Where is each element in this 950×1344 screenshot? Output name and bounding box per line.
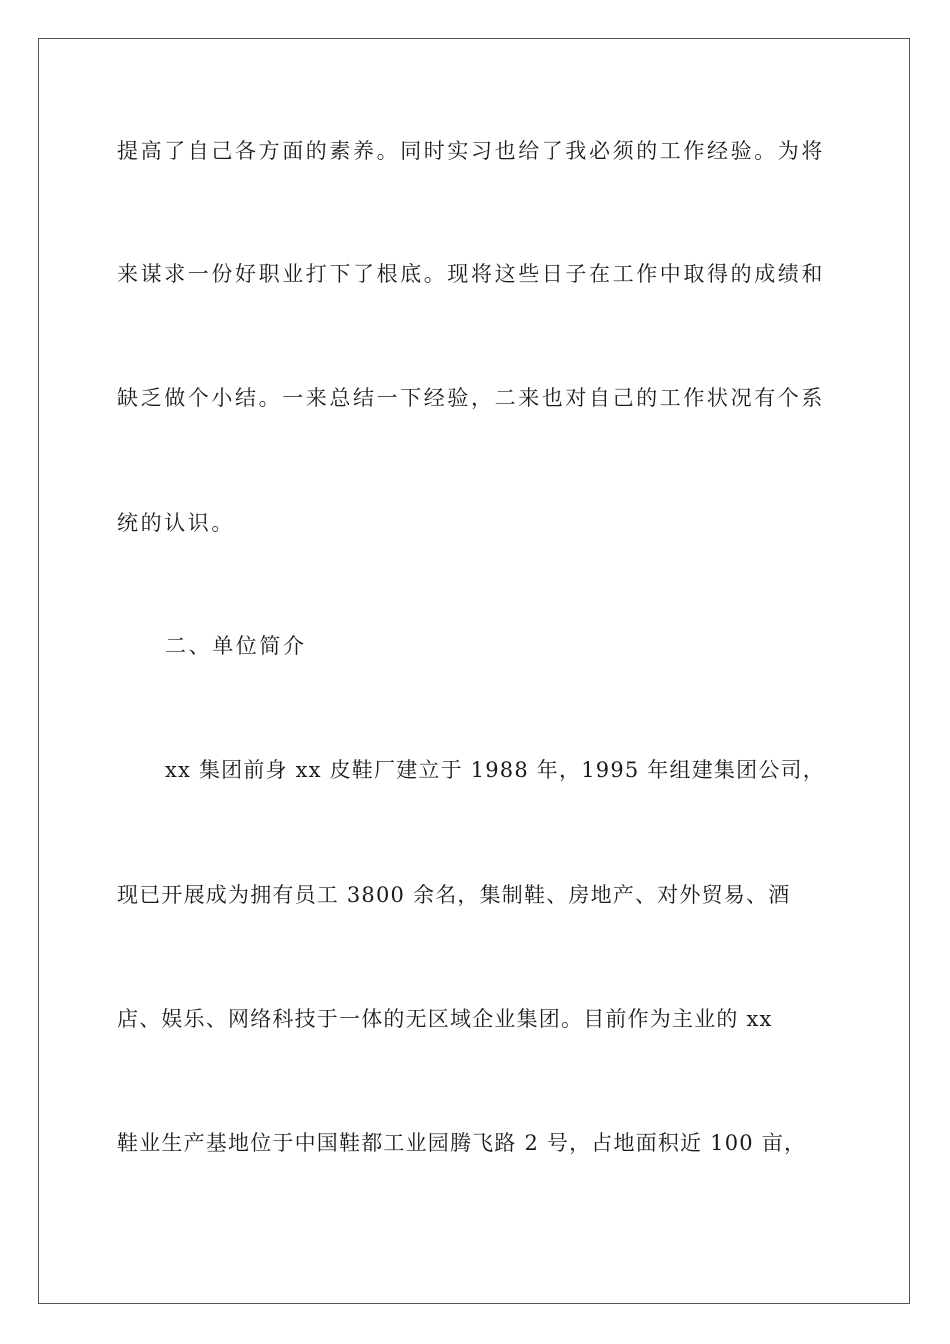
paragraph-line-3: 缺乏做个小结。一来总结一下经验，二来也对自己的工作状况有个系 — [117, 386, 825, 410]
paragraph-line-6: 现已开展成为拥有员工 3800 余名，集制鞋、房地产、对外贸易、酒 — [117, 883, 791, 907]
paragraph-line-2: 来谋求一份好职业打下了根底。现将这些日子在工作中取得的成绩和 — [117, 262, 825, 286]
section-heading: 二、单位简介 — [165, 634, 307, 658]
paragraph-line-1: 提高了自己各方面的素养。同时实习也给了我必须的工作经验。为将 — [117, 139, 825, 163]
page-border — [38, 38, 910, 1304]
paragraph-line-5: xx 集团前身 xx 皮鞋厂建立于 1988 年，1995 年组建集团公司， — [165, 758, 825, 782]
paragraph-line-4: 统的认识。 — [117, 511, 235, 535]
paragraph-line-8: 鞋业生产基地位于中国鞋都工业园腾飞路 2 号，占地面积近 100 亩， — [117, 1131, 807, 1155]
paragraph-line-7: 店、娱乐、网络科技于一体的无区域企业集团。目前作为主业的 xx — [117, 1007, 773, 1031]
